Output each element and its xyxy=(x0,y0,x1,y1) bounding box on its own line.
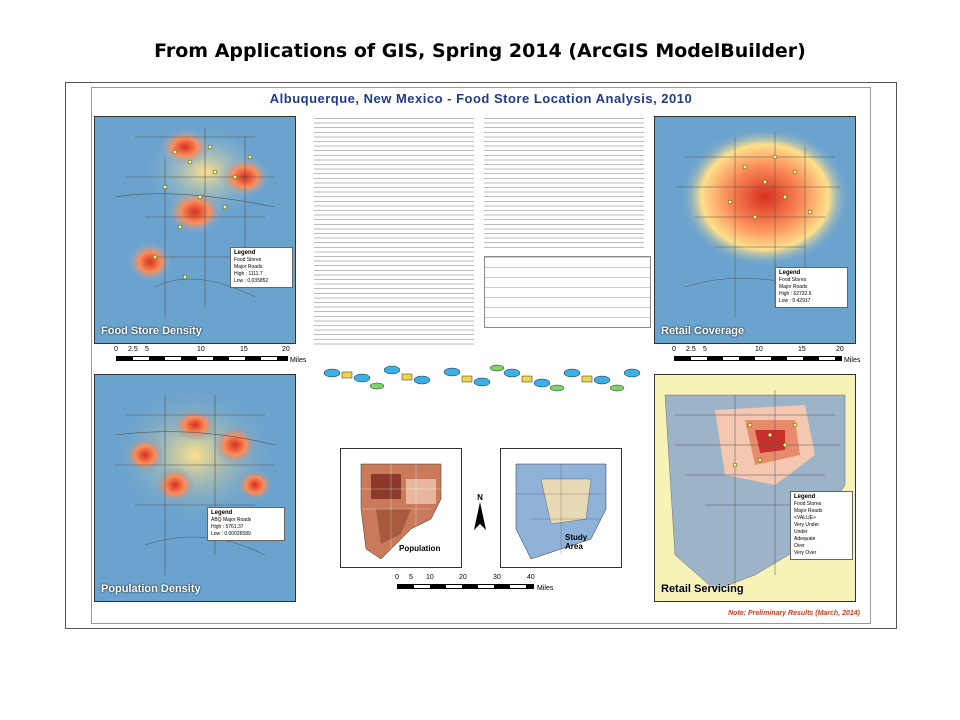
methods-text-right xyxy=(484,118,644,248)
legend xyxy=(230,247,293,288)
scale-unit: Miles xyxy=(290,357,307,364)
scale-tick: 5 xyxy=(409,574,413,581)
legend-item: High : 62732.6 xyxy=(779,291,812,297)
legend-title: Legend xyxy=(779,270,801,276)
scale-tick: 30 xyxy=(493,574,501,581)
modelbuilder-diagram xyxy=(322,358,642,398)
scale-tick: 10 xyxy=(197,346,205,353)
legend-item: Very Over xyxy=(794,550,817,556)
scale-tick: 40 xyxy=(527,574,535,581)
results-table xyxy=(484,256,651,328)
panel-label: Food Store Density xyxy=(101,325,202,337)
scale-tick: 5 xyxy=(145,346,149,353)
legend-item: Very Under xyxy=(794,522,820,528)
retail-coverage-map xyxy=(654,116,856,344)
legend-item: Major Roads xyxy=(234,264,263,270)
methods-text-left xyxy=(314,118,474,348)
poster-title: Albuquerque, New Mexico - Food Store Location Analysis, 2010 xyxy=(269,91,693,106)
panel-label: Retail Servicing xyxy=(661,583,744,595)
legend-item: Adequate xyxy=(794,536,816,542)
poster-frame xyxy=(91,87,871,624)
legend-item: ABQ Major Roads xyxy=(211,517,252,523)
scale-tick: 0 xyxy=(395,574,399,581)
study-area-inset-map xyxy=(500,448,622,568)
legend-item: Major Roads xyxy=(794,508,823,514)
scale-bar-left xyxy=(114,346,307,366)
legend-item: Low : 0.035852 xyxy=(234,278,269,284)
scale-tick: 10 xyxy=(755,346,763,353)
north-label: N xyxy=(477,493,483,502)
north-arrow xyxy=(470,493,490,534)
legend-item: Food Stores xyxy=(794,501,822,507)
scale-tick: 2.5 xyxy=(128,346,138,353)
scale-tick: 0 xyxy=(114,346,118,353)
panel-label: Population Density xyxy=(101,583,201,595)
density-heat-layer xyxy=(95,117,295,343)
legend-item: Under xyxy=(794,529,808,535)
scale-tick: 2.5 xyxy=(686,346,696,353)
scale-tick: 20 xyxy=(459,574,467,581)
scale-tick: 10 xyxy=(426,574,434,581)
coverage-heat-layer xyxy=(655,117,855,343)
legend-item: Low : 0.42917 xyxy=(779,298,811,304)
scale-tick: 0 xyxy=(672,346,676,353)
legend-item: Food Stores xyxy=(779,277,807,283)
legend-item: Low : 0.00026589 xyxy=(211,531,251,537)
retail-servicing-map xyxy=(654,374,856,602)
legend-item: Major Roads xyxy=(779,284,808,290)
population-inset-map xyxy=(340,448,462,568)
legend xyxy=(207,507,285,541)
inset-label: Study Area xyxy=(565,533,588,551)
poster xyxy=(65,82,897,629)
scale-unit: Miles xyxy=(537,585,554,592)
scale-tick: 5 xyxy=(703,346,707,353)
scale-tick: 20 xyxy=(282,346,290,353)
servicing-zone-layer xyxy=(655,375,855,601)
legend-title: Legend xyxy=(234,250,256,256)
legend-item: Food Stores xyxy=(234,257,262,263)
scale-tick: 15 xyxy=(240,346,248,353)
food-store-density-map xyxy=(94,116,296,344)
legend-title: Legend xyxy=(794,494,816,500)
legend xyxy=(790,491,853,560)
scale-bar-right xyxy=(672,346,862,366)
legend-item: <VALUE> xyxy=(794,515,816,521)
population-density-map xyxy=(94,374,296,602)
slide-title: From Applications of GIS, Spring 2014 (ArcGIS ModelBuilder) xyxy=(154,40,806,62)
legend-title: Legend xyxy=(211,510,233,516)
preliminary-note: Note: Preliminary Results (March, 2014) xyxy=(728,610,860,617)
legend-item: Over xyxy=(794,543,805,549)
inset-label: Population xyxy=(399,544,441,553)
scale-unit: Miles xyxy=(844,357,861,364)
density-heat-layer xyxy=(95,375,295,601)
legend xyxy=(775,267,848,308)
north-arrow-icon xyxy=(470,502,490,532)
scale-bar-center xyxy=(395,574,585,594)
legend-item: High : 5761.37 xyxy=(211,524,244,530)
scale-tick: 15 xyxy=(798,346,806,353)
scale-tick: 20 xyxy=(836,346,844,353)
panel-label: Retail Coverage xyxy=(661,325,745,337)
legend-item: High : 1111.7 xyxy=(234,271,263,277)
